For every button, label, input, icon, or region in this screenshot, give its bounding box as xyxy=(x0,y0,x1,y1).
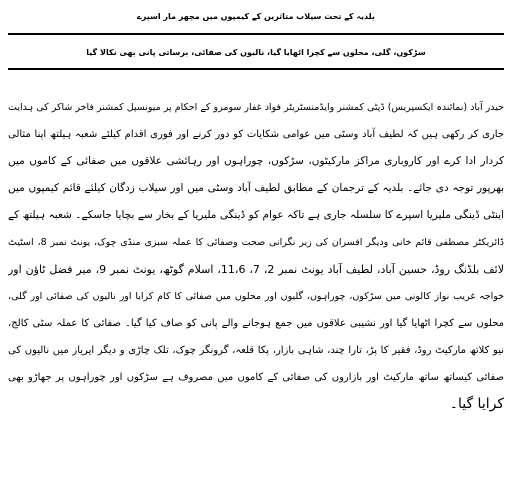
body-line: حیدر آباد (نمائندہ ایکسپریس) ڈپٹی کمشنر وایڈمنسٹریٹر فواد غفار سومرو کے احکام پر میونسپل کمشنر فاخر شاکر کی ہدایت xyxy=(8,102,504,113)
body-line: محلوں سے کچرا اٹھایا گیا اور نشیبی علاقوں میں جمع ہوجانے والے پانی کو صاف کیا گیا۔ صفائی کا عملہ سٹی کالج، xyxy=(8,318,504,329)
body-line: لائف بلڈنگ روڈ، حسین آباد، لطیف آباد یونٹ نمبر 2، 7، 11،6، اسلام گوٹھ، یونٹ نمبر 9، میر فضل ٹاؤن اور xyxy=(8,263,504,276)
article-body xyxy=(8,94,504,418)
body-line: صفائی کیساتھ ساتھ مارکیٹ اور بازاروں کی صفائی کے کاموں میں مصروف ہے سڑکوں اور چوراہوں پر جھاڑو بھی xyxy=(8,372,504,383)
body-line: کردار ادا کرے اور کاروباری مراکز مارکیٹوں، سڑکوں، چوراہوں اور رہائشی علاقوں میں صفائی کے کاموں میں xyxy=(8,155,504,167)
body-line: اینٹی ڈینگی ملیریا اسپرے کا سلسلہ جاری ہے تاکہ عوام کو ڈینگی ملیریا کے بخار سے بچایا جاسکے۔ شعبہ ہیلتھ کے xyxy=(8,209,504,221)
body-line: نیو کلاتھ مارکیٹ روڈ، فقیر کا پڑ، تارا چند، شاہی بازار، پکا قلعہ، گرونگر چوک، تلک چاڑی و دیگر ایریاز میں نالیوں کی xyxy=(8,345,504,356)
body-line: کرایا گیا۔ xyxy=(449,396,504,412)
body-line: بھرپور توجہ دی جائے۔ بلدیہ کے ترجمان کے مطابق لطیف آباد وسٹی میں اور سیلاب زدگان کیلئے قائم کیمپوں میں xyxy=(8,182,504,194)
body-line: جاری کر رکھی ہیں کہ لطیف آباد وسٹی میں عوامی شکایات کو دور کرنے اور فوری اقدام کیلئے شعبہ ہیلتھ اپنا مثالی xyxy=(8,129,504,140)
subheadline-divider xyxy=(8,68,504,70)
subheadline: سڑکوں، گلی، محلوں سے کچرا اٹھایا گیا، نالیوں کی صفائی، برساتی پانی بھی نکالا گیا xyxy=(86,48,426,57)
headline-divider xyxy=(8,33,504,35)
body-line: خواجہ غریب نواز کالونی میں سڑکوں، چوراہوں، گلیوں اور محلوں میں صفائی کا کام کرایا اور نالیوں کی صفائی اور گلی، xyxy=(8,291,504,302)
body-line: ڈائریکٹر مصطفی قائم خانی ودیگر افسران کی زیر نگرانی صحت وصفائی کا عملہ سبزی منڈی چوک، یونٹ نمبر 8، اسٹیٹ xyxy=(8,237,504,248)
headline: بلدیہ کے تحت سیلاب متاثرین کے کیمپوں میں مچھر مار اسپرے xyxy=(137,12,375,21)
